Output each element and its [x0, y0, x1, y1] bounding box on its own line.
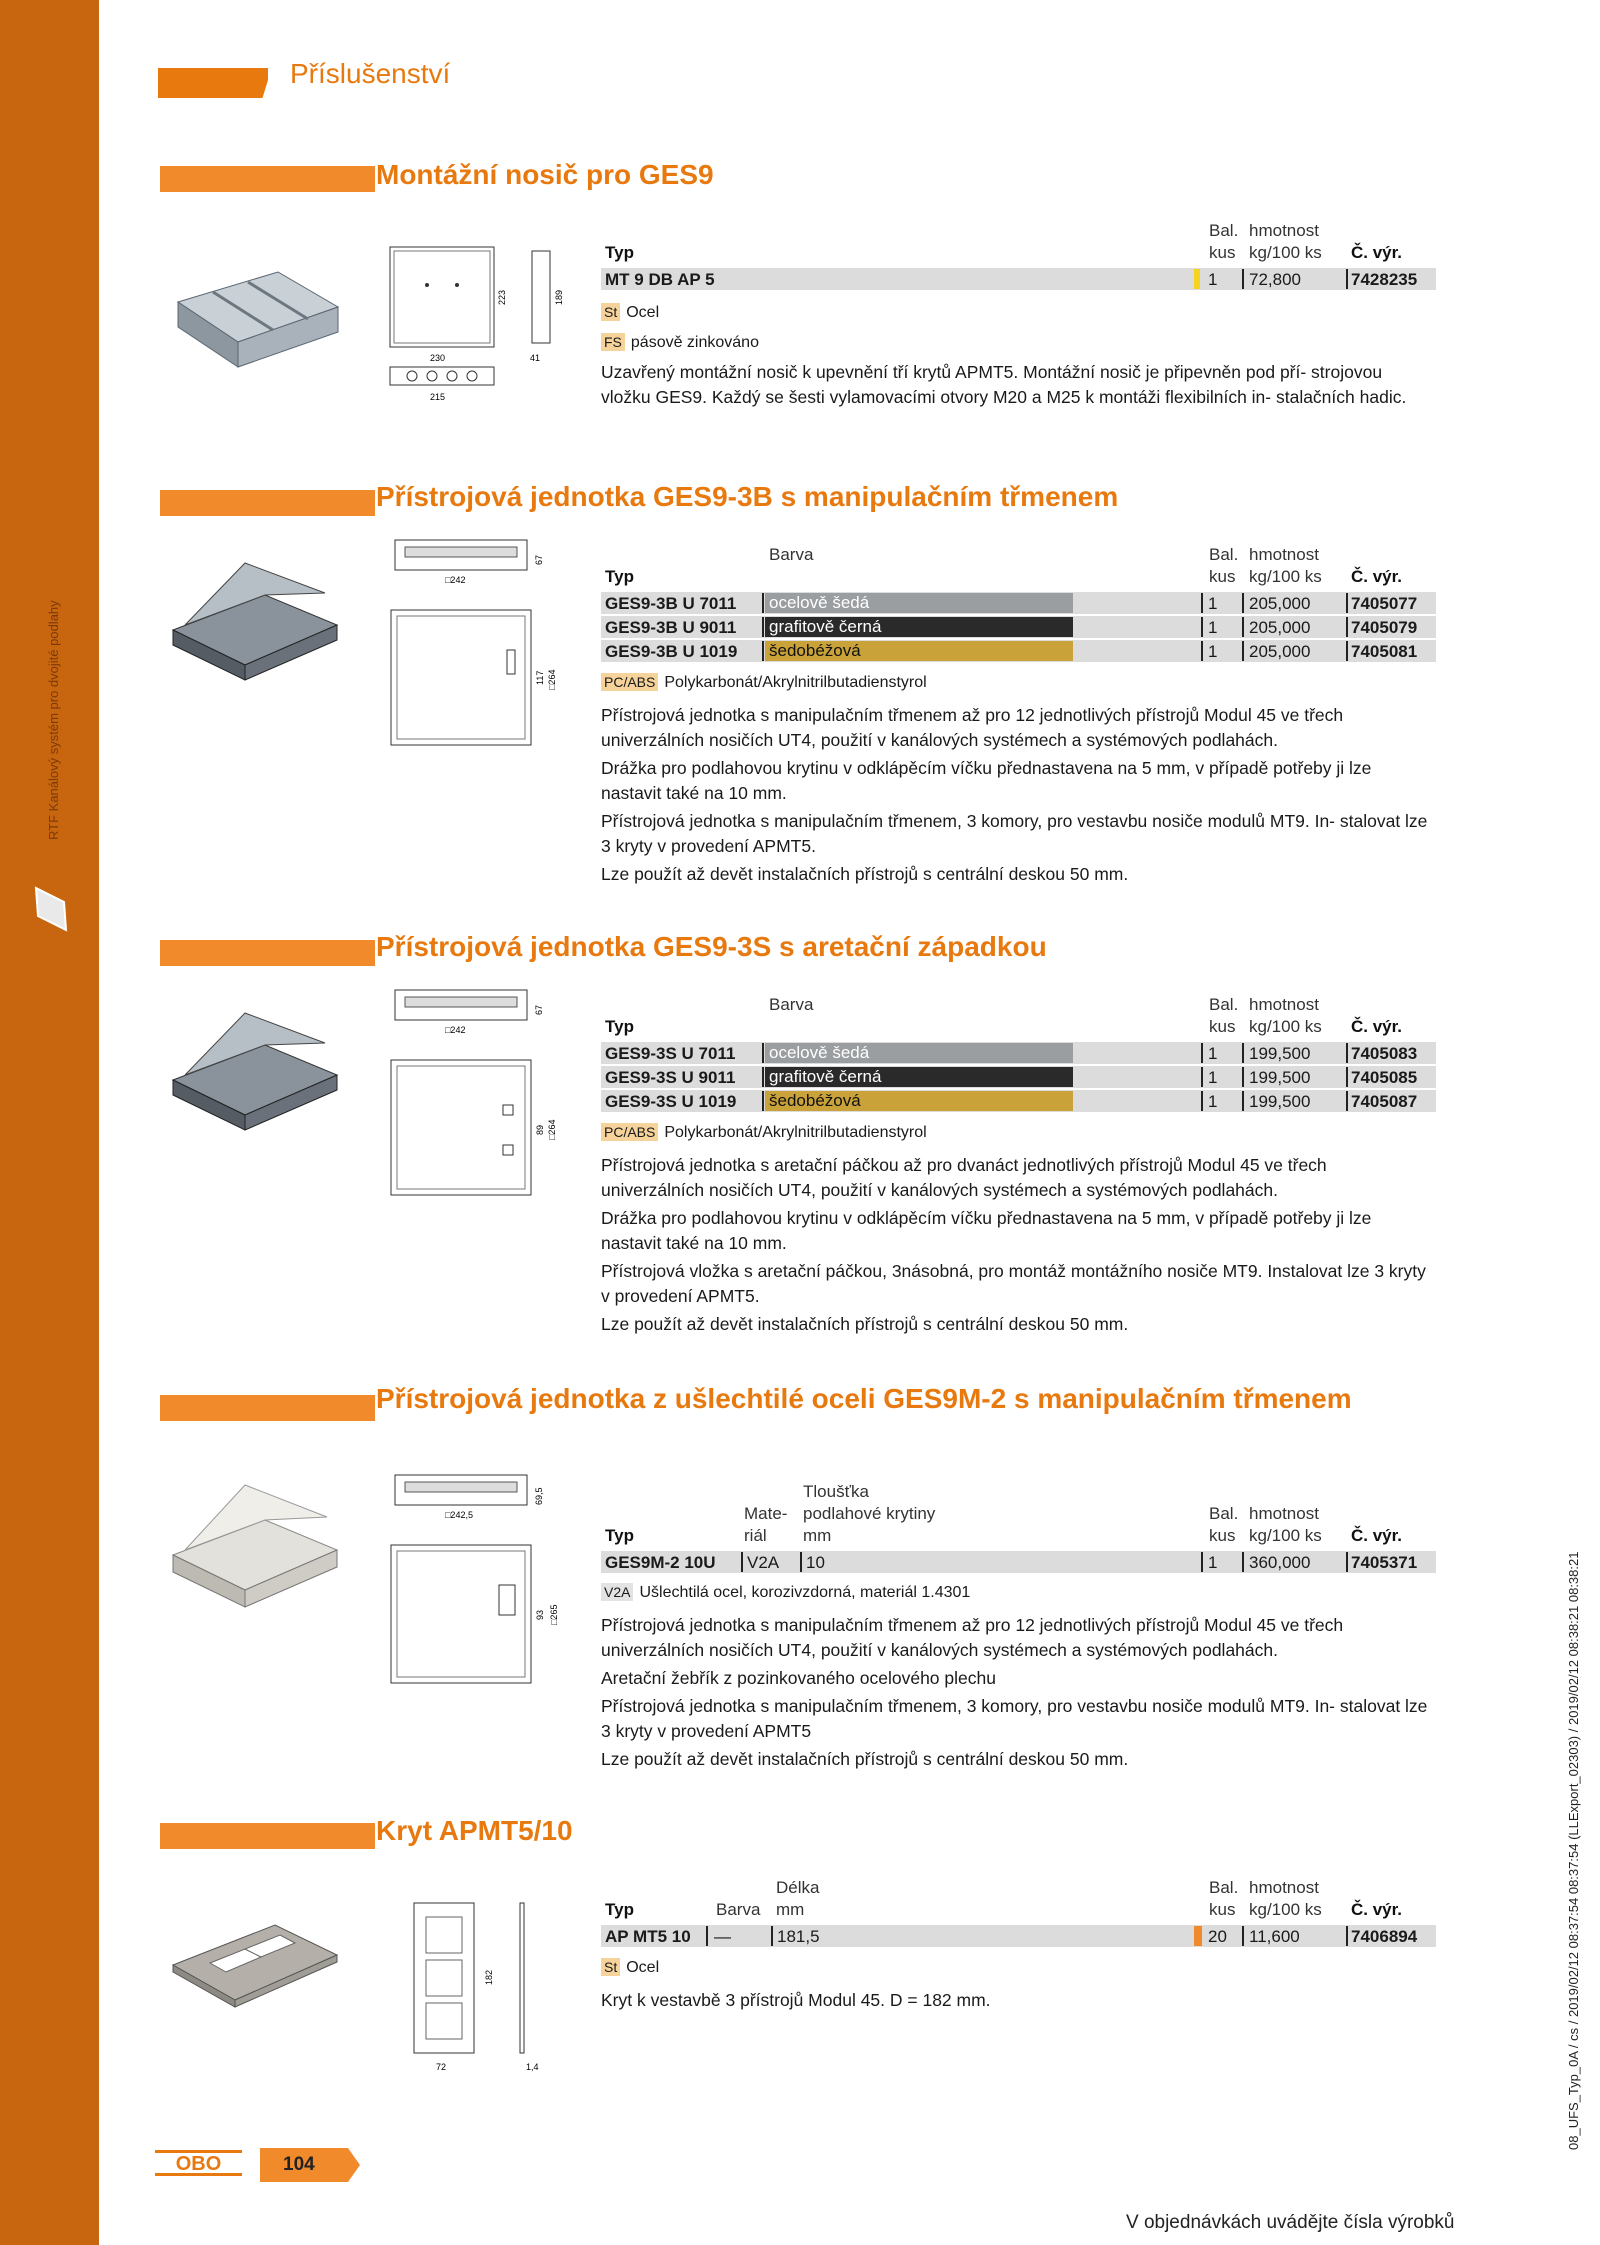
sidebar-gap	[99, 0, 109, 2245]
cell-qty: 1	[1208, 1553, 1218, 1572]
pack-marker	[1194, 269, 1200, 289]
col-weight: hmotnost	[1249, 545, 1319, 564]
cell-art: 7428235	[1351, 270, 1418, 289]
cell-qty: 1	[1208, 618, 1218, 637]
cell-type: GES9-3S U 1019	[605, 1092, 737, 1111]
col-length: Délka	[776, 1878, 820, 1897]
table-apmt	[601, 1878, 1436, 1958]
material-line: PC/ABS Polykarbonát/Akrylnitrilbutadienstyrol	[601, 1123, 927, 1142]
cell-weight: 199,500	[1249, 1044, 1311, 1063]
cell-weight: 360,000	[1249, 1553, 1311, 1572]
col-weight: hmotnost	[1249, 221, 1319, 240]
col-material: Mate-	[744, 1504, 788, 1523]
cell-qty: 1	[1208, 642, 1218, 661]
table-row	[601, 1551, 1436, 1573]
sidebar-text: RTF Kanálový systém pro dvojité podlahy	[46, 600, 61, 840]
col-art: Č. výr.	[1351, 243, 1403, 262]
drawing-mt9	[382, 235, 582, 415]
description-apmt: Kryt k vestavbě 3 přístrojů Modul 45. D = 182 mm.	[601, 1990, 991, 2010]
cell-art: 7405085	[1351, 1068, 1418, 1087]
col-pack-unit: kus	[1209, 1900, 1236, 1919]
table-row	[601, 268, 1436, 290]
page-number: 104	[283, 2154, 315, 2175]
description-mt9: Uzavřený montážní nosič k upevnění tří krytů APMT5. Montážní nosič je připevněn pod pří- strojovou vložku GES9. Každý se šesti vylamovacími otvory M20 a M25 k montáži flexibilních in- stalačních hadic.	[601, 362, 1407, 407]
cell-type: GES9M-2 10U	[605, 1553, 716, 1572]
cell-qty: 1	[1208, 594, 1218, 613]
cell-type: AP MT5 10	[605, 1927, 691, 1946]
col-weight-unit: kg/100 ks	[1249, 1900, 1322, 1919]
col-thickness: Tloušťka	[803, 1482, 869, 1501]
table-row	[601, 616, 1436, 638]
col-pack: Bal.	[1209, 545, 1239, 564]
description-ges9m: Přístrojová jednotka s manipulačním třmenem až pro 12 jednotlivých přístrojů Modul 45 ve třech univerzálních nosičích UT4, použití v kanálových systémech a systémových podlahách. Aretační žebřík z pozinkovaného ocelového plechu Přístrojová jednotka s manipulačním třmenem, 3 komory, pro vestavbu nosiče modulů MT9. In- stalovat lze 3 kryty v provedení APMT5 Lze použít až devět instalačních přístrojů s centrální deskou 50 mm.	[601, 1615, 1428, 1769]
dim-outer: □265	[549, 1604, 559, 1625]
cell-weight: 11,600	[1249, 1927, 1300, 1946]
product-image-mt9	[168, 262, 346, 377]
dim-inner: 117	[535, 670, 545, 685]
cell-color: ocelově šedá	[765, 1043, 1073, 1063]
product-image-ges3s	[165, 1005, 345, 1135]
description-ges3s: Přístrojová jednotka s aretační páčkou až pro dvanáct jednotlivých přístrojů Modul 45 ve třech univerzálních nosičích UT4, použití v kanálových systémech a systémových podlahách. Drážka pro podlahovou krytinu v odklápěcím víčku přednastavena na 5 mm, v případě potřeby ji lze nastavit také na 10 mm. Přístrojová vložka s aretační páčkou, 3násobná, pro montáž montážního nosiče MT9. Instalovat lze 3 kryty v provedení APMT5. Lze použít až devět instalačních přístrojů s centrální deskou 50 mm.	[601, 1155, 1426, 1334]
pack-marker	[1194, 1926, 1202, 1946]
dim-inner: 89	[535, 1124, 545, 1135]
material-line: St Ocel	[601, 1958, 659, 1977]
drawing-apmt	[390, 1895, 550, 2085]
dim-width: 230	[430, 353, 446, 363]
col-art: Č. výr.	[1351, 1900, 1403, 1919]
cell-art: 7405077	[1351, 594, 1418, 613]
col-thickness-2: podlahové krytiny	[803, 1504, 936, 1523]
col-pack: Bal.	[1209, 1504, 1239, 1523]
cell-weight: 199,500	[1249, 1092, 1311, 1111]
cell-color: —	[714, 1927, 731, 1946]
cell-color: šedobéžová	[765, 641, 1073, 661]
section-title-ges9m: Přístrojová jednotka z ušlechtilé oceli GES9M-2 s manipulačním třmenem	[376, 1383, 1352, 1414]
col-type: Typ	[605, 567, 634, 586]
drawing-ges9m	[385, 1470, 585, 1690]
col-thickness-unit: mm	[803, 1526, 832, 1545]
dim-depth: 189	[554, 289, 564, 305]
dim-height: 67	[534, 554, 544, 565]
col-type: Typ	[605, 1526, 634, 1545]
cell-weight: 72,800	[1249, 270, 1301, 289]
table-row	[601, 640, 1436, 662]
product-image-ges3b	[165, 555, 345, 685]
col-weight-unit: kg/100 ks	[1249, 1017, 1322, 1036]
cell-art: 7405087	[1351, 1092, 1418, 1111]
dim-side: 41	[530, 353, 541, 363]
cell-weight: 205,000	[1249, 594, 1311, 613]
material-line: PC/ABS Polykarbonát/Akrylnitrilbutadienstyrol	[601, 673, 927, 692]
table-ges3s	[601, 995, 1436, 1115]
section-title-ges3b: Přístrojová jednotka GES9-3B s manipulačním třmenem	[376, 481, 1119, 512]
cell-type: MT 9 DB AP 5	[605, 270, 715, 289]
section-title-mt9: Montážní nosič pro GES9	[376, 159, 714, 190]
col-weight-unit: kg/100 ks	[1249, 243, 1322, 262]
cell-weight: 205,000	[1249, 642, 1311, 661]
cell-qty: 1	[1208, 1068, 1218, 1087]
cell-art: 7405079	[1351, 618, 1418, 637]
cell-art: 7405371	[1351, 1553, 1418, 1572]
header-bar	[158, 68, 268, 98]
cell-qty: 1	[1208, 1092, 1218, 1111]
col-type: Typ	[605, 1017, 634, 1036]
cell-type: GES9-3B U 9011	[605, 618, 737, 637]
section-bar	[160, 490, 375, 516]
section-title-apmt: Kryt APMT5/10	[376, 1815, 573, 1846]
dim-width: 72	[436, 2062, 447, 2072]
cell-art: 7405081	[1351, 642, 1418, 661]
section-bar	[160, 1823, 375, 1849]
sidebar-stripe	[0, 0, 99, 2245]
cell-qty: 1	[1208, 1044, 1218, 1063]
cell-thickness: 10	[806, 1553, 825, 1572]
col-type: Typ	[605, 1900, 634, 1919]
table-row	[601, 1925, 1436, 1947]
section-title-ges3s: Přístrojová jednotka GES9-3S s aretační západkou	[376, 931, 1047, 962]
col-type: Typ	[605, 243, 634, 262]
col-pack-unit: kus	[1209, 1017, 1236, 1036]
page-title: Příslušenství	[290, 58, 451, 89]
dim-outer: □264	[547, 669, 557, 690]
cell-art: 7406894	[1351, 1927, 1418, 1946]
dim-height: 69,5	[534, 1487, 544, 1505]
col-pack-unit: kus	[1209, 567, 1236, 586]
material-line: FS pásově zinkováno	[601, 333, 759, 352]
section-bar	[160, 1395, 375, 1421]
col-weight-unit: kg/100 ks	[1249, 1526, 1322, 1545]
col-weight: hmotnost	[1249, 1504, 1319, 1523]
col-art: Č. výr.	[1351, 567, 1403, 586]
dim-length: 182	[484, 1969, 494, 1985]
col-art: Č. výr.	[1351, 1526, 1403, 1545]
cell-length: 181,5	[777, 1927, 820, 1946]
cell-type: GES9-3B U 1019	[605, 642, 738, 661]
dim-height: 223	[497, 289, 507, 305]
table-ges3b	[601, 545, 1436, 665]
dim-inner: 93	[535, 1609, 545, 1620]
cell-type: GES9-3S U 7011	[605, 1044, 736, 1063]
col-color: Barva	[716, 1900, 761, 1919]
page-corner-icon	[34, 886, 68, 932]
cell-qty: 20	[1208, 1927, 1227, 1946]
cell-color: grafitově černá	[765, 1067, 1073, 1087]
drawing-ges3s	[385, 985, 585, 1200]
cell-color: šedobéžová	[765, 1091, 1073, 1111]
col-art: Č. výr.	[1351, 1017, 1403, 1036]
table-ges9m	[601, 1482, 1436, 1582]
dim-width: □242	[445, 1025, 466, 1035]
col-pack: Bal.	[1209, 995, 1239, 1014]
material-line: V2A Ušlechtilá ocel, korozivzdorná, materiál 1.4301	[601, 1583, 970, 1602]
col-pack-unit: kus	[1209, 243, 1236, 262]
col-pack: Bal.	[1209, 221, 1239, 240]
col-pack: Bal.	[1209, 1878, 1239, 1897]
dim-width: □242	[445, 575, 466, 585]
footer-note: V objednávkách uvádějte čísla výrobků	[1126, 2212, 1455, 2233]
table-mt9	[601, 221, 1436, 301]
table-row	[601, 1066, 1436, 1088]
description-ges3b: Přístrojová jednotka s manipulačním třmenem až pro 12 jednotlivých přístrojů Modul 45 ve třech univerzálních nosičích UT4, použití v kanálových systémech a systémových podlahách. Drážka pro podlahovou krytinu v odklápěcím víčku přednastavena na 5 mm, v případě potřeby ji lze nastavit také na 10 mm. Přístrojová jednotka s manipulačním třmenem, 3 komory, pro vestavbu nosiče modulů MT9. In- stalovat lze 3 kryty v provedení APMT5. Lze použít až devět instalačních přístrojů s centrální deskou 50 mm.	[601, 705, 1428, 884]
material-line: St Ocel	[601, 303, 659, 322]
cell-type: GES9-3S U 9011	[605, 1068, 736, 1087]
dim-outer: □264	[547, 1119, 557, 1140]
product-image-ges9m	[165, 1475, 345, 1615]
col-weight: hmotnost	[1249, 995, 1319, 1014]
dim-bottom: 215	[430, 392, 446, 402]
cell-qty: 1	[1208, 270, 1218, 289]
table-row	[601, 1090, 1436, 1112]
col-material-2: riál	[744, 1526, 767, 1545]
cell-weight: 199,500	[1249, 1068, 1311, 1087]
cell-weight: 205,000	[1249, 618, 1311, 637]
col-pack-unit: kus	[1209, 1526, 1236, 1545]
table-row	[601, 1042, 1436, 1064]
dim-width: □242,5	[445, 1510, 473, 1520]
col-weight-unit: kg/100 ks	[1249, 567, 1322, 586]
cell-color: grafitově černá	[765, 617, 1073, 637]
section-bar	[160, 166, 375, 192]
cell-material: V2A	[747, 1553, 780, 1572]
svg-text:OBO: OBO	[175, 2153, 222, 2175]
obo-logo	[155, 2150, 242, 2176]
cell-art: 7405083	[1351, 1044, 1418, 1063]
col-color: Barva	[769, 545, 814, 564]
dim-thickness: 1,4	[526, 2062, 539, 2072]
cell-color: ocelově šedá	[765, 593, 1073, 613]
print-metadata: 08_UFS_Typ_0A / cs / 2019/02/12 08:37:54 08:37:54 (LLExport_02303) / 2019/02/12 08:38:21 08:38:21	[1566, 1551, 1581, 2150]
col-color: Barva	[769, 995, 814, 1014]
dim-height: 67	[534, 1004, 544, 1015]
product-image-apmt	[165, 1915, 345, 2025]
col-length-unit: mm	[776, 1900, 805, 1919]
section-bar	[160, 940, 375, 966]
cell-type: GES9-3B U 7011	[605, 594, 737, 613]
col-weight: hmotnost	[1249, 1878, 1319, 1897]
table-row	[601, 592, 1436, 614]
drawing-ges3b	[385, 535, 585, 750]
